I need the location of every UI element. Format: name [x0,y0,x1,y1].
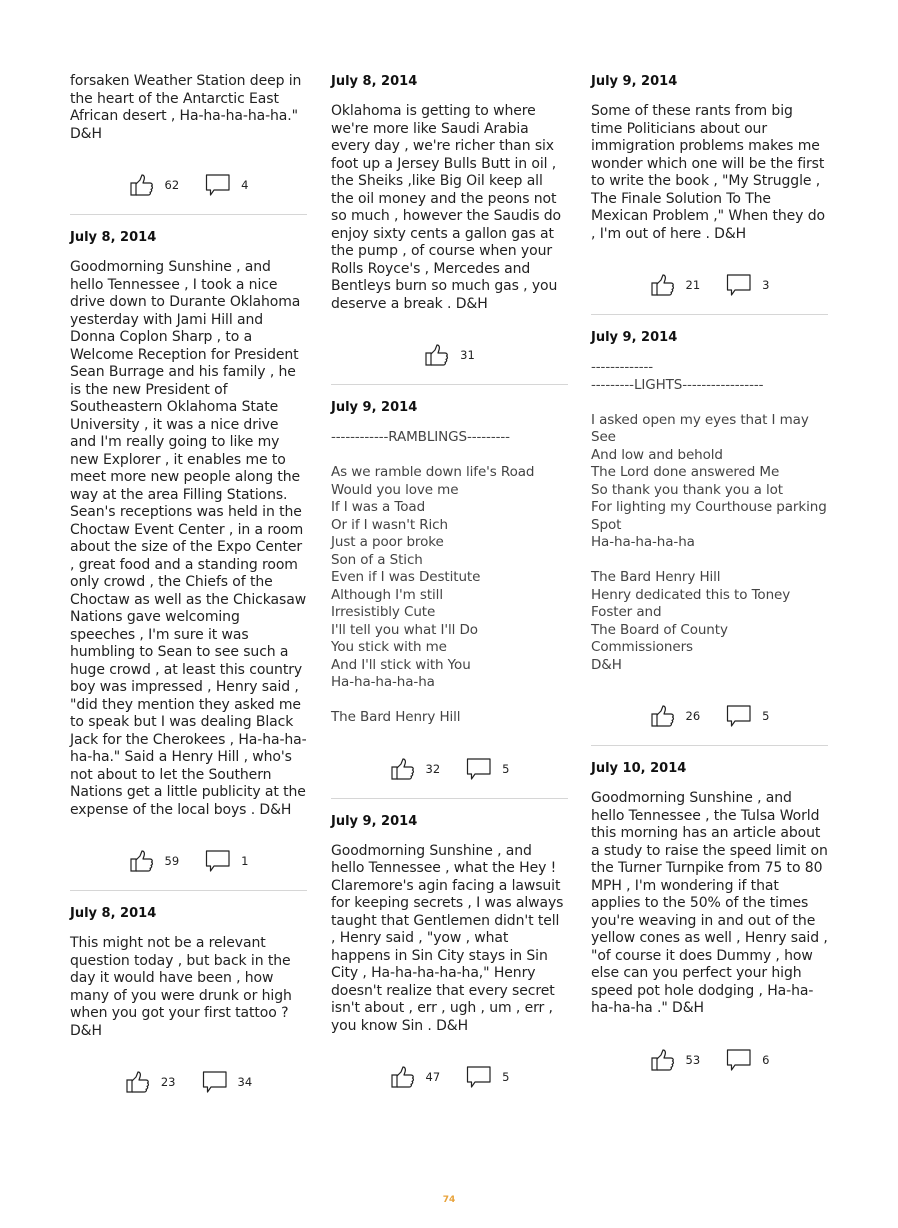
post-text: ------------RAMBLINGS--------- As we ramble down life's Road Would you love me If I was a Toad Or if I wasn't Rich Just a poor broke Son of a Stich Even if I was Destitute Although I'm still Irresistibly Cute I'll tell you what I'll Do You stick with me And I'll stick with You Ha-ha-ha-ha-ha The Bard Henry Hill [331,429,535,725]
post-stats [70,173,307,197]
like-count: 21 [685,278,701,292]
comment-count: 5 [762,709,770,723]
comment-count: 3 [762,278,770,292]
comment-count: 5 [502,1070,510,1084]
thumbs-up-icon [129,173,155,197]
post-text: This might not be a relevant question today , but back in the day it would have been , how many of you were drunk or high when you got your first tattoo ? D&H [70,935,297,1039]
post-stats [331,757,568,781]
like-button[interactable] [390,1065,441,1089]
comment-bubble-icon [726,1048,752,1072]
comment-bubble-icon [205,849,231,873]
post-text: Goodmorning Sunshine , and hello Tennessee , the Tulsa World this morning has an article about a study to raise the speed limit on the Turner Turnpike from 75 to 80 MPH , I'm wondering if that applies to the 50% of the times you're weaving in and out of the yellow cones as well , Henry said , "of course it does Dummy , how else can you perfect your high speed pot hole dodging , Ha-ha-ha-ha-ha ." D&H [591,790,833,1016]
post-text: Goodmorning Sunshine , and hello Tennessee , I took a nice drive down to Durante Oklahoma yesterday with Jami Hill and Donna Coplon Sharp , to a Welcome Reception for President Sean Burrage and his family , he is the new President of Southeastern Oklahoma State University , it was a nice drive and I'm really going to like my new Explorer , it enables me to meet more new people along the way at the area Filling Stations. Sean's receptions was held in the Choctaw Event Center , in a room about the size of the Expo Center , great food and a standing room only crowd , the Chiefs of the Choctaw as well as the Chickasaw Nations gave welcoming speeches , I'm sure it was humbling to Sean to see such a huge crowd , at least this country boy was impressed , Henry said , "did they mention they asked me to speak but I was dealing Black Jack for the Cherokees , Ha-ha-ha-ha-ha." Said a Henry Hill , who's not about to let the Southern Nations get a little publicity at the expense of the local boys . D&H [70,259,311,818]
post-text: Some of these rants from big time Politicians about our immigration problems makes me wonder which one will be the first to write the book , "My Struggle , The Finale Solution To The Mexican Problem ," When they do , I'm out of here . D&H [591,103,830,242]
comment-button[interactable] [466,757,509,781]
post [591,745,833,1072]
thumbs-up-icon [650,1048,676,1072]
post-stats [591,1048,828,1072]
post-date: July 9, 2014 [331,813,418,829]
thumbs-up-icon [129,849,155,873]
post [591,314,828,728]
post-date: July 8, 2014 [331,74,418,89]
like-button[interactable] [424,343,475,367]
comment-count: 1 [241,854,249,868]
comment-bubble-icon [726,704,752,728]
post-date: July 9, 2014 [331,400,418,415]
post-text: Goodmorning Sunshine , and hello Tennessee , what the Hey ! Claremore's agin facing a lawsuit for keeping secrets , I was always taught that Gentlemen didn't tell , Henry said , "yow , what happens in Sin City stays in Sin City , Ha-ha-ha-ha-ha," Henry doesn't realize that every secret isn't about , err , ugh , um , err , you know Sin . D&H [331,842,568,1034]
like-count: 31 [460,348,475,362]
comment-button[interactable] [205,849,248,873]
comment-bubble-icon [466,1065,492,1089]
post-stats [591,273,828,297]
thumbs-up-icon [390,757,416,781]
like-count: 47 [425,1070,441,1084]
like-count: 32 [425,761,441,776]
post-date: July 9, 2014 [591,330,678,345]
comment-button[interactable] [202,1070,253,1094]
thumbs-up-icon [390,1065,416,1089]
like-count: 62 [164,178,180,192]
like-button[interactable] [129,849,180,873]
column-right [591,70,833,1089]
thumbs-up-icon [650,273,676,297]
column-middle [331,70,568,1106]
like-button[interactable] [129,173,180,197]
like-count: 59 [164,854,180,868]
comment-button[interactable] [466,1065,509,1089]
post-text: ------------- ---------LIGHTS----------------- I asked open my eyes that I may See And low and behold The Lord done answered Me So thank you thank you a lot For lighting my Courthouse parking Spot Ha-ha-ha-ha-ha The Bard Henry Hill Henry dedicated this to Toney Foster and The Board of County Commissioners D&H [591,359,827,673]
like-button[interactable] [650,273,701,297]
post-date: July 8, 2014 [70,230,157,245]
comment-bubble-icon [726,273,752,297]
like-count: 23 [160,1075,176,1089]
comment-bubble-icon [202,1070,228,1094]
post-date: July 10, 2014 [591,761,687,776]
post [331,798,568,1090]
post-stats [70,849,307,873]
post-stats [331,1065,568,1089]
column-left [70,70,311,1111]
post-stats [331,343,568,367]
comment-button[interactable] [726,273,769,297]
post [591,70,828,297]
post [331,384,568,781]
like-button[interactable] [125,1070,176,1094]
post-date: July 8, 2014 [70,906,157,921]
comment-button[interactable] [205,173,248,197]
post [331,70,568,367]
thumbs-up-icon [424,343,450,367]
comment-count: 5 [502,761,510,776]
post [70,214,311,873]
comment-count: 4 [241,178,249,192]
post-text: forsaken Weather Station deep in the heart of the Antarctic East African desert , Ha-ha-ha-ha-ha." D&H [70,73,306,142]
like-count: 26 [685,709,701,723]
post-text: Oklahoma is getting to where we're more like Saudi Arabia every day , we're richer than six foot up a Jersey Bulls Butt in oil , the Sheiks ,like Big Oil keep all the oil money and the peons not so much , however the Saudis do enjoy sixty cents a gallon gas at the pump , of course when your Rolls Royce's , Mercedes and Bentleys burn so much gas , you deserve a break . D&H [331,103,566,312]
page-number: 74 [442,1195,456,1205]
post-stats [70,1070,307,1094]
comment-bubble-icon [205,173,231,197]
post [70,890,307,1094]
comment-button[interactable] [726,704,769,728]
like-button[interactable] [390,757,441,781]
post-date: July 9, 2014 [591,74,678,89]
comment-count: 6 [762,1052,770,1067]
like-count: 53 [685,1052,701,1067]
comment-bubble-icon [466,757,492,781]
post [70,70,307,197]
comment-count: 34 [237,1075,253,1089]
thumbs-up-icon [650,704,676,728]
like-button[interactable] [650,704,701,728]
like-button[interactable] [650,1048,701,1072]
comment-button[interactable] [726,1048,769,1072]
thumbs-up-icon [125,1070,151,1094]
post-stats [591,704,828,728]
